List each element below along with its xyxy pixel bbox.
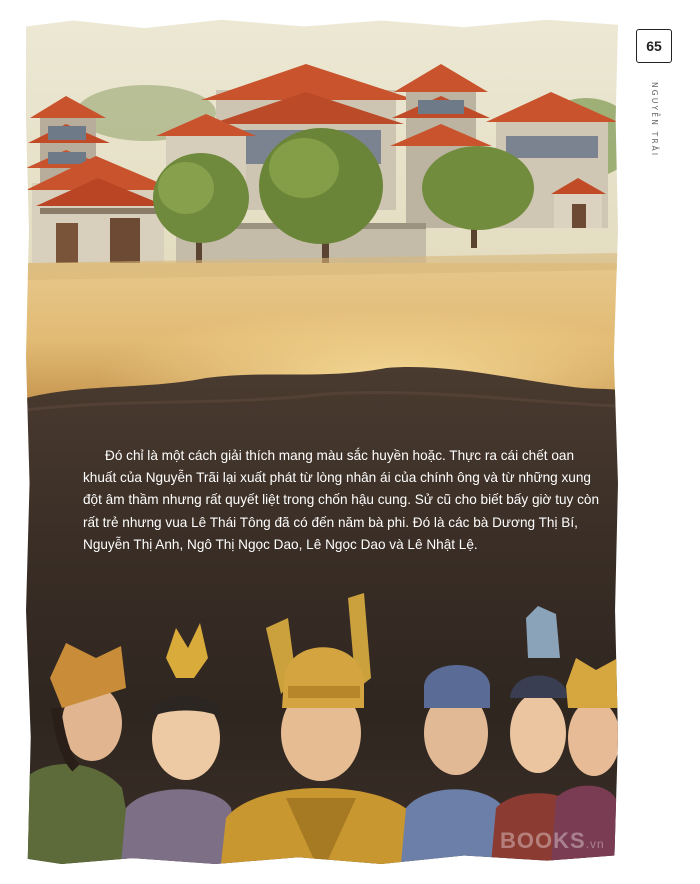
watermark-tld: .vn	[585, 837, 605, 851]
page-number: 65	[636, 29, 672, 63]
palace-and-court-figures-illustration	[26, 18, 618, 864]
body-paragraph: Đó chỉ là một cách giải thích mang màu sắc huyền hoặc. Thực ra cái chết oan khuất của Nguyễn Trãi lại xuất phát từ lòng nhân ái của chính ông và từ những xung đột âm thầm nhưng rất quyết liệt trong chốn hậu cung. Sử cũ cho biết bấy giờ tuy còn rất trẻ nhưng vua Lê Thái Tông đã có đến năm bà phi. Đó là các bà Dương Thị Bí, Nguyễn Thị Anh, Ngô Thị Ngọc Dao, Lê Ngọc Dao và Lê Nhật Lệ.	[83, 448, 600, 552]
running-head: NGUYỄN TRÃI	[650, 82, 659, 158]
watermark-brand: BOOKS	[500, 828, 586, 853]
illustration-canvas	[26, 18, 618, 864]
publisher-watermark	[500, 828, 605, 854]
